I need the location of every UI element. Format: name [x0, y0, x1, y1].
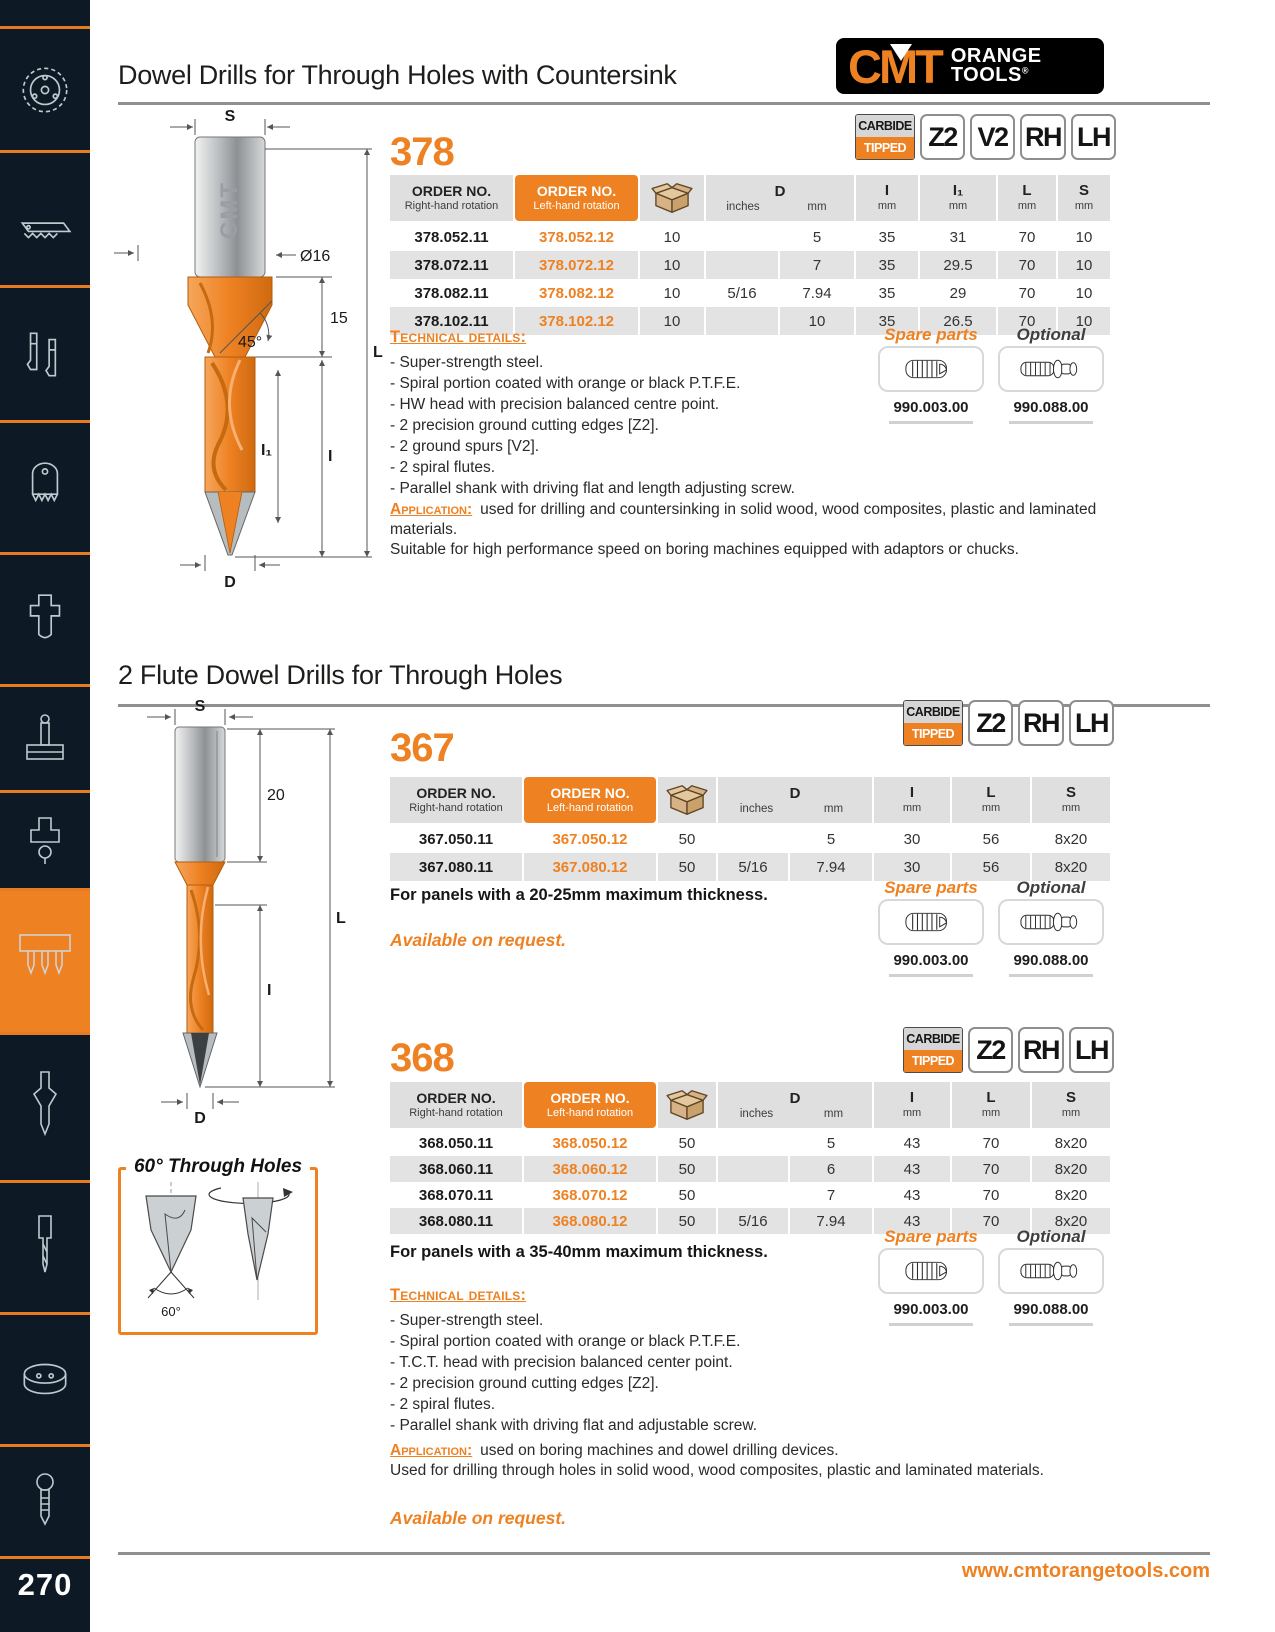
boring-head-icon[interactable] — [0, 888, 90, 1032]
badges-367 — [903, 700, 1114, 746]
col-s: S mm — [1032, 777, 1110, 823]
table-368-header — [390, 1082, 1110, 1128]
col-l: L mm — [998, 175, 1056, 221]
col-order-lh: ORDER NO. Left-hand rotation — [524, 777, 656, 823]
svg-text:D: D — [194, 1110, 206, 1127]
router-bit-profile-icon[interactable] — [0, 552, 90, 684]
col-d: D inches mm — [718, 777, 872, 823]
carbide-tipped-badge: CARBIDE TIPPED — [903, 700, 963, 746]
spare-parts-368: Spare parts 990.003.00 — [878, 1228, 984, 1326]
table-row: 378.052.11 378.052.12 10 5 35 31 70 10 — [414, 228, 1093, 246]
col-order-lh: ORDER NO. Left-hand rotation — [515, 175, 638, 221]
package-box-icon — [658, 777, 716, 823]
table-378-header — [390, 175, 1110, 221]
drill-367-diagram — [105, 695, 385, 1135]
badge-lh: LH — [1069, 700, 1114, 746]
table-row: 368.060.11 368.060.12 50 6 43 70 8x20 — [390, 1156, 1110, 1182]
col-d: D inches mm — [718, 1082, 872, 1128]
col-i: I mm — [874, 1082, 950, 1128]
grub-screw-icon — [878, 899, 984, 945]
table-row: 367.080.11 367.080.12 50 5/16 7.94 30 56 8x20 — [390, 853, 1110, 881]
table-row: 368.070.11 368.070.12 50 7 43 70 8x20 — [418, 1186, 1088, 1204]
cutter-head-icon[interactable] — [0, 1312, 90, 1444]
badge-lh: LH — [1069, 1027, 1114, 1073]
shank-brand-text: CMT — [216, 181, 243, 239]
oscillating-multitool-blade-icon[interactable] — [0, 420, 90, 552]
footer-rule — [118, 1552, 1210, 1555]
optional-378: Optional 990.088.00 — [998, 326, 1104, 424]
cmt-logo-subtext: ORANGE TOOLS® — [950, 45, 1042, 86]
table-378 — [390, 175, 1110, 335]
col-order-rh: ORDER NO. Right-hand rotation — [390, 1082, 522, 1128]
note-368: For panels with a 35-40mm maximum thickness. — [390, 1243, 768, 1261]
technical-details-368: - Super-strength steel. - Spiral portion coated with orange or black P.T.F.E. - T.C.T. head with precision balanced center point. - 2 precision ground cutting edges [Z2]. - 2 spiral flutes. - Parallel shank with driving flat and adjustable screw. — [390, 1312, 758, 1434]
table-367-header — [390, 777, 1110, 823]
svg-text:Ø16: Ø16 — [300, 248, 331, 265]
grub-screw-icon — [878, 1248, 984, 1294]
cmt-logo-text: CMT — [848, 39, 941, 93]
technical-details-heading-368: Technical details: — [390, 1286, 527, 1304]
application-368: Application: used on boring machines and dowel drilling devices. Used for drilling through holes in solid wood, wood composites, plastic and laminated materials. — [390, 1442, 1044, 1479]
product-code-367: 367 — [390, 726, 454, 770]
col-order-lh: ORDER NO. Left-hand rotation — [524, 1082, 656, 1128]
badge-rh: RH — [1020, 114, 1066, 160]
svg-text:S: S — [224, 108, 236, 125]
col-d: D inches mm — [706, 175, 854, 221]
table-row: 378.082.11 378.082.12 10 5/16 7.94 35 29 70 10 — [414, 284, 1093, 302]
through-holes-diagram — [121, 1180, 315, 1328]
svg-text:45°: 45° — [238, 334, 263, 351]
svg-text:60°: 60° — [161, 1304, 181, 1319]
badge-z2: Z2 — [968, 700, 1013, 746]
badge-rh: RH — [1018, 1027, 1064, 1073]
col-i: I mm — [874, 777, 950, 823]
adjusting-screw-icon — [998, 1248, 1104, 1294]
table-row: 367.050.11 367.050.12 50 5 30 56 8x20 — [418, 830, 1088, 848]
col-s: S mm — [1058, 175, 1110, 221]
col-s: S mm — [1032, 1082, 1110, 1128]
package-box-icon — [658, 1082, 716, 1128]
circular-saw-blade-icon[interactable] — [0, 26, 90, 150]
col-order-rh: ORDER NO. Right-hand rotation — [390, 175, 513, 221]
through-holes-box — [118, 1156, 318, 1335]
package-box-icon — [640, 175, 704, 221]
through-holes-title: 60° Through Holes — [126, 1156, 310, 1178]
table-row: 378.072.11 378.072.12 10 7 35 29.5 70 10 — [390, 251, 1110, 279]
technical-details-378: - Super-strength steel. - Spiral portion coated with orange or black P.T.F.E. - HW head with precision balanced centre point. - 2 precision ground cutting edges [Z2]. - 2 ground spurs [V2]. - 2 spiral flutes. - Parallel shank with driving flat and length adjusting screw. — [390, 354, 795, 497]
application-378: Application: used for drilling and countersinking in solid wood, wood composites, plastic and laminated materials. Suitable for high performance speed on boring machines equipped with adaptors or chucks. — [390, 501, 1097, 558]
technical-details-heading-378: Technical details: — [390, 328, 527, 346]
carbide-tipped-badge: CARBIDE TIPPED — [903, 1027, 963, 1073]
svg-text:D: D — [224, 574, 236, 591]
badge-lh: LH — [1071, 114, 1116, 160]
svg-text:15: 15 — [330, 310, 348, 327]
badge-v2: V2 — [970, 114, 1015, 160]
badge-z2: Z2 — [920, 114, 965, 160]
table-row: 378.102.11 378.102.12 10 10 35 26.5 70 10 — [390, 307, 1110, 335]
reciprocating-saw-blade-icon[interactable] — [0, 150, 90, 285]
grub-screw-icon — [878, 346, 984, 392]
optional-368: Optional 990.088.00 — [998, 1228, 1104, 1326]
table-row: 368.080.11 368.080.12 50 5/16 7.94 43 70 8x20 — [390, 1208, 1110, 1234]
svg-text:I: I — [328, 448, 333, 465]
badge-z2: Z2 — [968, 1027, 1013, 1073]
col-l: L mm — [952, 1082, 1030, 1128]
adjusting-screw-icon — [998, 899, 1104, 945]
sidebar-spacer — [0, 0, 90, 26]
svg-text:I: I — [267, 982, 272, 999]
cmt-logo — [836, 38, 1104, 94]
page-number: 270 — [17, 1567, 73, 1602]
page-number-block — [0, 1556, 90, 1632]
table-367 — [390, 777, 1110, 881]
router-bit-with-bearing-icon[interactable] — [0, 790, 90, 888]
svg-text:L: L — [373, 344, 383, 361]
svg-text:I₁: I₁ — [260, 442, 272, 459]
carbide-tipped-badge: CARBIDE TIPPED — [855, 114, 915, 160]
table-368 — [390, 1082, 1110, 1234]
dowel-drill-icon[interactable] — [0, 1180, 90, 1312]
svg-text:L: L — [336, 910, 346, 927]
badges-368 — [903, 1027, 1114, 1073]
spare-parts-367: Spare parts 990.003.00 — [878, 879, 984, 977]
adjusting-screw-icon — [998, 346, 1104, 392]
fixing-screw-icon[interactable] — [0, 1444, 90, 1556]
col-l: L mm — [952, 777, 1030, 823]
section2-title: 2 Flute Dowel Drills for Through Holes — [118, 660, 563, 690]
available-367: Available on request. — [390, 930, 567, 950]
cmt-logo-triangle-icon — [890, 44, 912, 61]
optional-367: Optional 990.088.00 — [998, 879, 1104, 977]
product-code-378: 378 — [390, 130, 454, 174]
svg-text:20: 20 — [267, 787, 285, 804]
section1-title: Dowel Drills for Through Holes with Countersink — [118, 60, 677, 90]
col-i1: I₁ mm — [920, 175, 996, 221]
col-order-rh: ORDER NO. Right-hand rotation — [390, 777, 522, 823]
available-368: Available on request. — [390, 1508, 567, 1528]
badges-378 — [855, 114, 1116, 160]
spare-parts-378: Spare parts 990.003.00 — [878, 326, 984, 424]
website-link[interactable]: www.cmtorangetools.com — [961, 1560, 1210, 1582]
jigsaw-blades-icon[interactable] — [0, 285, 90, 420]
drill-378-diagram — [100, 105, 400, 600]
badge-rh: RH — [1018, 700, 1064, 746]
note-367: For panels with a 20-25mm maximum thickness. — [390, 886, 768, 904]
table-row: 368.050.11 368.050.12 50 5 43 70 8x20 — [418, 1134, 1088, 1152]
drilling-jig-icon[interactable] — [0, 684, 90, 790]
svg-text:S: S — [194, 698, 206, 715]
countersink-drill-icon[interactable] — [0, 1032, 90, 1180]
col-i: I mm — [856, 175, 918, 221]
product-code-368: 368 — [390, 1036, 454, 1080]
sidebar — [0, 0, 90, 1632]
